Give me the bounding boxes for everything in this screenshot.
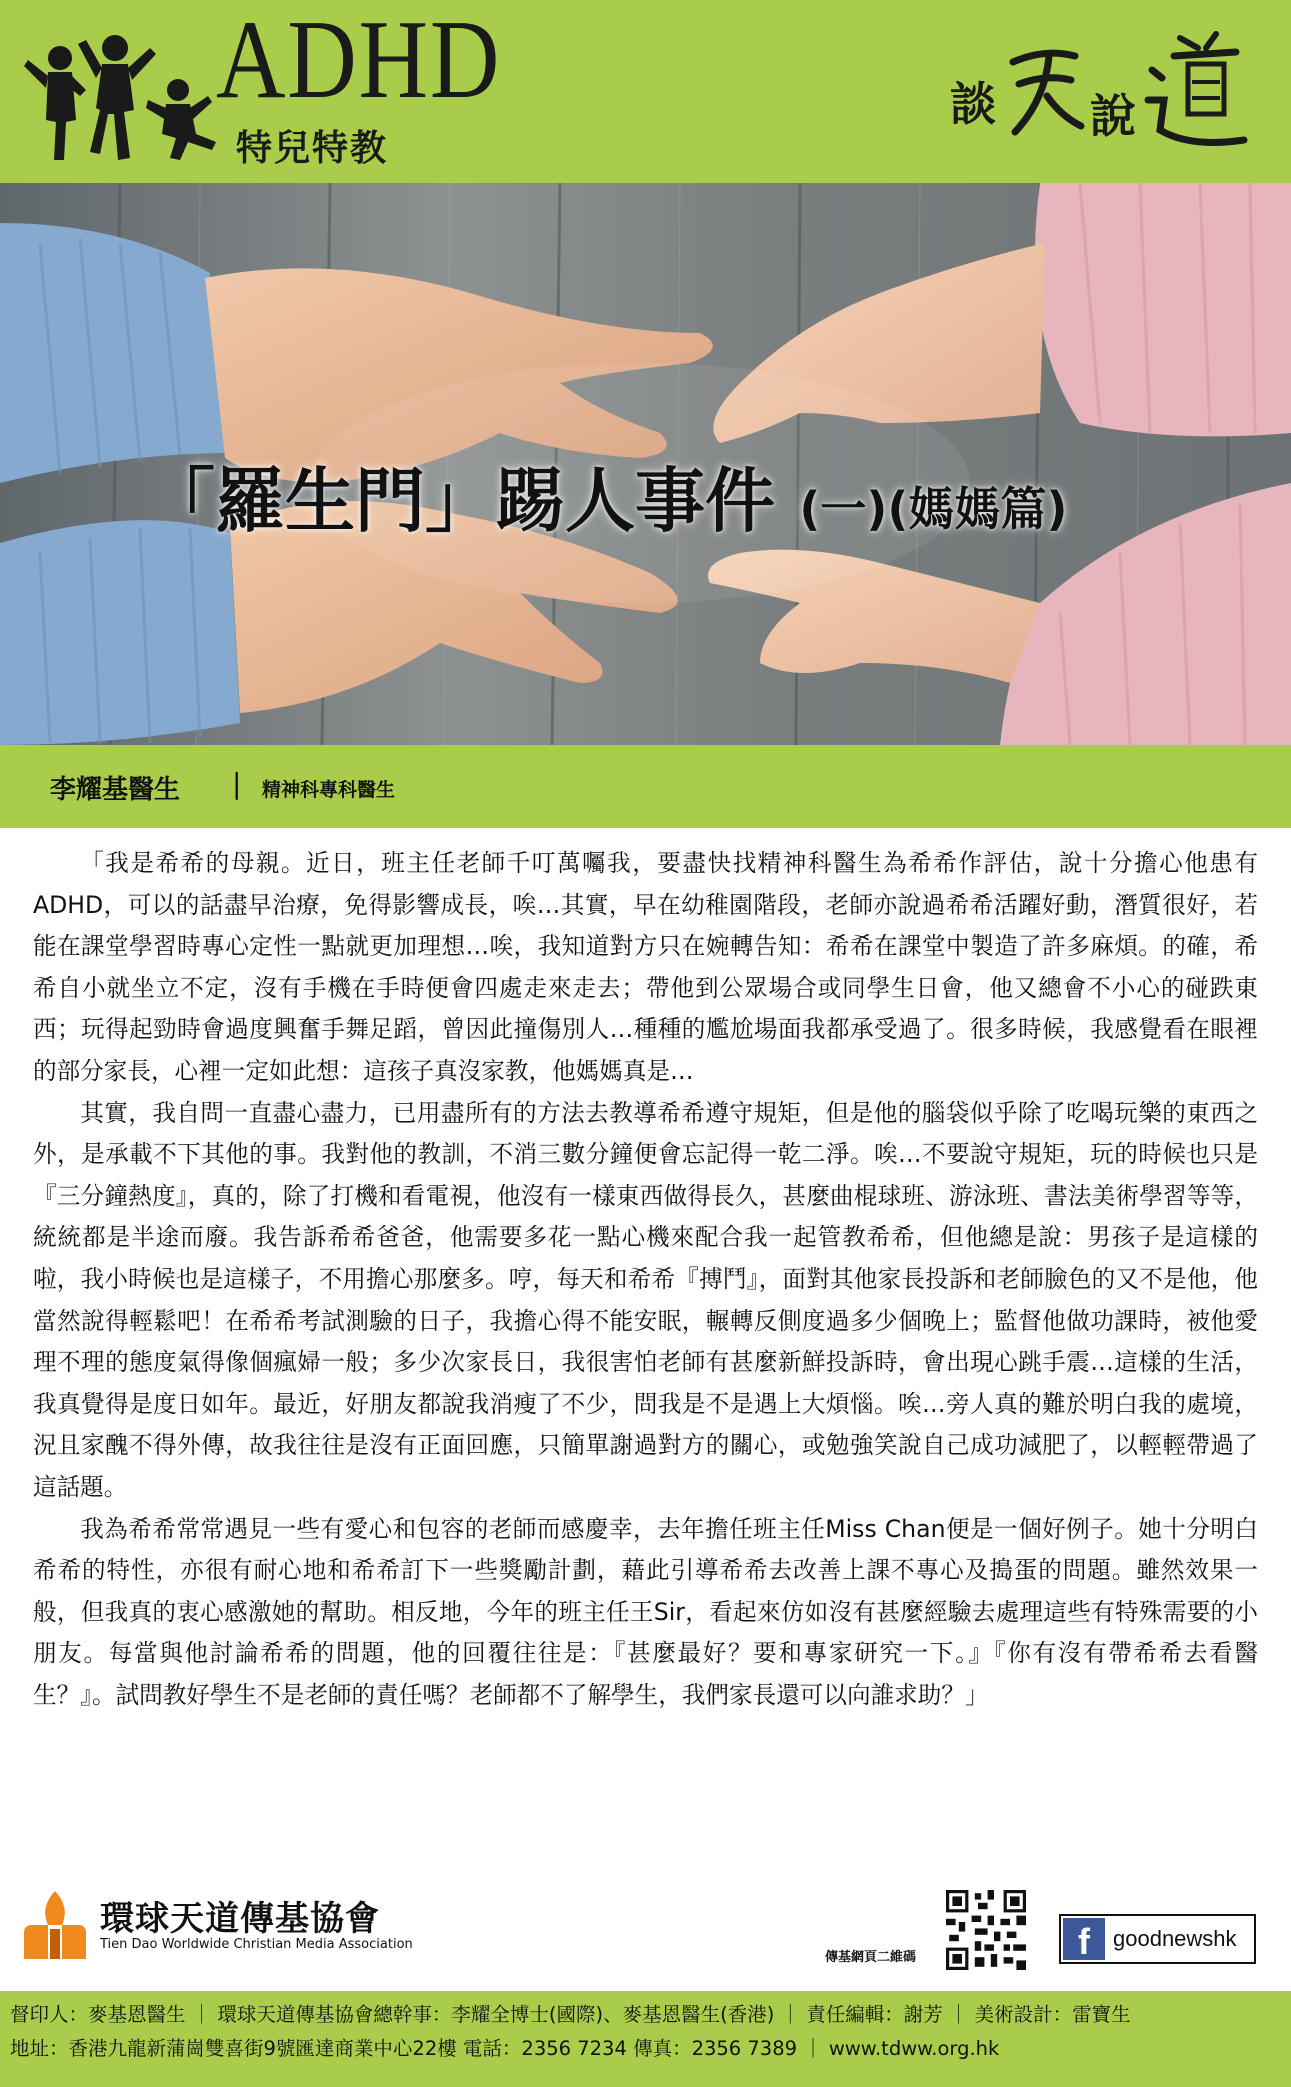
author-separator: | (232, 767, 242, 800)
credits-line-2: 地址：香港九龍新蒲崗雙喜街9號匯達商業中心22樓 電話：2356 7234 傳真：2356 7389 ｜ www.tdww.org.hk (10, 2037, 1000, 2060)
article-paragraph: 其實，我自問一直盡心盡力，已用盡所有的方法去教導希希遵守規矩，但是他的腦袋似乎除了吃喝玩樂的東西之外，是承載不下其他的事。我對他的教訓，不消三數分鐘便會忘記得一乾二淨。唉…不要說守規矩，玩的時候也只是『三分鐘熱度』，真的，除了打機和看電視，他沒有一樣東西做得長久，甚麼曲棍球班、游泳班、書法美術學習等等，統統都是半途而廢。我告訴希希爸爸，他需要多花一點心機來配合我一起管教希希，但他總是說：男孩子是這樣的啦，我小時候也是這樣子，不用擔心那麼多。哼，每天和希希『搏鬥』，面對其他家長投訴和老師臉色的又不是他，他當然說得輕鬆吧！在希希考試測驗的日子，我擔心得不能安眠，輾轉反側度過多少個晚上；監督他做功課時，被他愛理不理的態度氣得像個瘋婦一般；多少次家長日，我很害怕老師有甚麼新鮮投訴時，會出現心跳手震…這樣的生活，我真覺得是度日如年。最近，好朋友都說我消瘦了不少，問我是不是遇上大煩惱。唉…旁人真的難於明白我的處境，況且家醜不得外傳，故我往往是沒有正面回應，只簡單謝過對方的關心，或勉強笑說自己成功減肥了，以輕輕帶過了這話題。 (33, 1098, 1258, 1501)
facebook-handle: goodnewshk (1113, 1926, 1237, 1951)
credits-line-1: 督印人：麥基恩醫生 ｜ 環球天道傳基協會總幹事：李耀全博士(國際)、麥基恩醫生(香港) ｜ 責任編輯：謝芳 ｜ 美術設計：雷寶生 (10, 2003, 1131, 2026)
facebook-icon: f (1063, 1918, 1105, 1960)
brand-title: ADHD (216, 0, 502, 122)
hero-photo (0, 183, 1291, 745)
author-name: 李耀基醫生 (50, 775, 181, 805)
org-logo[interactable] (20, 1885, 440, 1965)
org-name: 環球天道傳基協會 (100, 1899, 380, 1939)
article-title-part: (一)(媽媽篇) (799, 482, 1068, 536)
column-logo (950, 30, 1250, 160)
credits-band (0, 1991, 1291, 2087)
article-title-main: 「羅生門」踢人事件 (145, 460, 775, 542)
article-paragraph: 我為希希常常遇見一些有愛心和包容的老師而感慶幸，去年擔任班主任Miss Chan便是一個好例子。她十分明白希希的特性，亦很有耐心地和希希訂下一些獎勵計劃，藉此引導希希去改善上課不專心及搗蛋的問題。雖然效果一般，但我真的衷心感激她的幫助。相反地，今年的班主任王Sir，看起來仿如沒有甚麼經驗去處理這些有特殊需要的小朋友。每當與他討論希希的問題，他的回覆往往是：『甚麼最好？要和專家研究一下。』『你有沒有帶希希去看醫生？』。試問教好學生不是老師的責任嗎？老師都不了解學生，我們家長還可以向誰求助？」 (33, 1514, 1258, 1709)
article-body (33, 843, 1258, 1716)
org-name-en: Tien Dao Worldwide Christian Media Association (100, 1937, 413, 1952)
brush-char-tian-icon (1005, 40, 1085, 140)
qr-label: 傳基網頁二維碼 (825, 1950, 917, 1965)
brand-subtitle: 特兒特教 (236, 127, 389, 169)
article-paragraph: 「我是希希的母親。近日，班主任老師千叮萬囑我，要盡快找精神科醫生為希希作評估，說十分擔心他患有ADHD，可以的話盡早治療，免得影響成長，唉…其實，早在幼稚園階段，老師亦說過希希活躍好動，潛質很好，若能在課堂學習時專心定性一點就更加理想…唉，我知道對方只在婉轉告知：希希在課堂中製造了許多麻煩。的確，希希自小就坐立不定，沒有手機在手時便會四處走來走去；帶他到公眾場合或同學生日會，他又總會不小心的碰跌東西；玩得起勁時會過度興奮手舞足蹈，曾因此撞傷別人…種種的尷尬場面我都承受過了。很多時候，我感覺看在眼裡的部分家長，心裡一定如此想：這孩子真沒家教，他媽媽真是… (33, 849, 1258, 1085)
author-title: 精神科專科醫生 (262, 779, 396, 801)
facebook-link[interactable] (1059, 1914, 1256, 1964)
children-silhouette-icon (20, 30, 220, 170)
column-logo-char-3: 說 (1090, 89, 1136, 143)
header-band (0, 0, 1291, 183)
article-title (145, 445, 1067, 546)
qr-code-icon[interactable] (946, 1890, 1026, 1970)
flame-logo-icon (20, 1889, 90, 1961)
brush-char-dao-icon (1140, 30, 1250, 158)
column-logo-char-1: 談 (950, 77, 996, 131)
author-band (0, 745, 1291, 828)
